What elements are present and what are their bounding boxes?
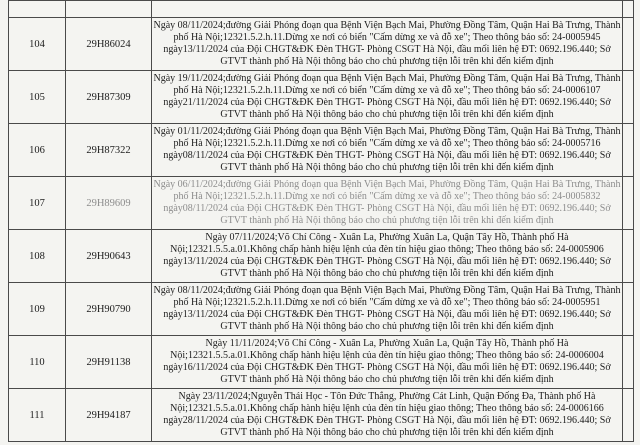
- table-row: [9, 230, 634, 283]
- violation-detail: Ngày 07/11/2024;Võ Chí Công - Xuân La, Phường Xuân La, Quận Tây Hồ, Thành phố Hà Nội;12321.5.5.a.01.Không chấp hành hiệu lệnh của đèn tín hiệu giao thông; Theo thông báo số: 24-0005906 ngày13/11/2024 của Đội CHGT&ĐK Đèn THGT- Phòng CSGT Hà Nội, đầu mối liên hệ ĐT: 0692.196.440; Sở GTVT thành phố Hà Nội thông báo cho chủ phương tiện lỗi trên khi đến kiểm định: [152, 230, 623, 283]
- license-plate: 29H90643: [66, 230, 152, 283]
- table-cell: [623, 283, 634, 336]
- table-cell: [623, 230, 634, 283]
- violation-detail: Ngày 19/11/2024;đường Giải Phóng đoạn qua Bệnh Viện Bạch Mai, Phường Đồng Tâm, Quận Hai Bà Trưng, Thành phố Hà Nội;12321.5.2.h.11.Dừng xe nơi có biển "Cấm dừng xe và đỗ xe"; Theo thông báo số: 24-0006107 ngày21/11/2024 của Đội CHGT&ĐK Đèn THGT- Phòng CSGT Hà Nội, đầu mối liên hệ ĐT: 0692.196.440; Sở GTVT thành phố Hà Nội thông báo cho chủ phương tiện lỗi trên khi đến kiểm định: [152, 71, 623, 124]
- row-number: 109: [9, 283, 66, 336]
- table-cell: [9, 1, 66, 18]
- table-cell: [66, 1, 152, 18]
- table-row: [9, 124, 634, 177]
- license-plate: 29H87309: [66, 71, 152, 124]
- table-cell: [623, 1, 634, 18]
- license-plate: 29H90790: [66, 283, 152, 336]
- row-number: 105: [9, 71, 66, 124]
- license-plate: 29H91138: [66, 336, 152, 389]
- table-row: [9, 389, 634, 442]
- table-cell: [623, 389, 634, 442]
- violation-detail: Ngày 08/11/2024;đường Giải Phóng đoạn qua Bệnh Viện Bạch Mai, Phường Đồng Tâm, Quận Hai Bà Trưng, Thành phố Hà Nội;12321.5.2.h.11.Dừng xe nơi có biển "Cấm dừng xe và đỗ xe"; Theo thông báo số: 24-0005951 ngày13/11/2024 của Đội CHGT&ĐK Đèn THGT- Phòng CSGT Hà Nội, đầu mối liên hệ ĐT: 0692.196.440; Sở GTVT thành phố Hà Nội thông báo cho chủ phương tiện lỗi trên khi đến kiểm định: [152, 283, 623, 336]
- table-cell: [623, 336, 634, 389]
- row-number: 106: [9, 124, 66, 177]
- violation-detail: Ngày 23/11/2024;Nguyễn Thái Học - Tôn Đức Thắng, Phường Cát Linh, Quận Đống Đa, Thành phố Hà Nội;12321.5.5.a.01.Không chấp hành hiệu lệnh của đèn tín hiệu giao thông; Theo thông báo số: 24-0006166 ngày28/11/2024 của Đội CHGT&ĐK Đèn THGT- Phòng CSGT Hà Nội, đầu mối liên hệ ĐT: 0692.196.440; Sở GTVT thành phố Hà Nội thông báo cho chủ phương tiện lỗi trên khi đến kiểm định: [152, 389, 623, 442]
- violation-detail: Ngày 01/11/2024;đường Giải Phóng đoạn qua Bệnh Viện Bạch Mai, Phường Đồng Tâm, Quận Hai Bà Trưng, Thành phố Hà Nội;12321.5.2.h.11.Dừng xe nơi có biển "Cấm dừng xe và đỗ xe"; Theo thông báo số: 24-0005716 ngày08/11/2024 của Đội CHGT&ĐK Đèn THGT- Phòng CSGT Hà Nội, đầu mối liên hệ ĐT: 0692.196.440; Sở GTVT thành phố Hà Nội thông báo cho chủ phương tiện lỗi trên khi đến kiểm định: [152, 124, 623, 177]
- license-plate: 29H89609: [66, 177, 152, 230]
- license-plate: 29H87322: [66, 124, 152, 177]
- table-row: [9, 283, 634, 336]
- violation-detail: Ngày 11/11/2024;Võ Chí Công - Xuân La, Phường Xuân La, Quận Tây Hồ, Thành phố Hà Nội;12321.5.5.a.01.Không chấp hành hiệu lệnh của đèn tín hiệu giao thông; Theo thông báo số: 24-0006004 ngày16/11/2024 của Đội CHGT&ĐK Đèn THGT- Phòng CSGT Hà Nội, đầu mối liên hệ ĐT: 0692.196.440; Sở GTVT thành phố Hà Nội thông báo cho chủ phương tiện lỗi trên khi đến kiểm định: [152, 336, 623, 389]
- table-row: [9, 336, 634, 389]
- table-cell: [623, 18, 634, 71]
- table-row: [9, 71, 634, 124]
- row-number: 108: [9, 230, 66, 283]
- violation-detail: Ngày 08/11/2024;đường Giải Phóng đoạn qua Bệnh Viện Bạch Mai, Phường Đồng Tâm, Quận Hai Bà Trưng, Thành phố Hà Nội;12321.5.2.h.11.Dừng xe nơi có biển "Cấm dừng xe và đỗ xe"; Theo thông báo số: 24-0005945 ngày13/11/2024 của Đội CHGT&ĐK Đèn THGT- Phòng CSGT Hà Nội, đầu mối liên hệ ĐT: 0692.196.440; Sở GTVT thành phố Hà Nội thông báo cho chủ phương tiện lỗi trên khi đến kiểm định: [152, 18, 623, 71]
- row-number: 110: [9, 336, 66, 389]
- table-cell: [623, 71, 634, 124]
- table-cell: [623, 177, 634, 230]
- license-plate: 29H86024: [66, 18, 152, 71]
- table-cell: [623, 124, 634, 177]
- violations-table: [8, 0, 634, 442]
- table-cell: [152, 1, 623, 18]
- row-number: 107: [9, 177, 66, 230]
- violation-detail: Ngày 06/11/2024;đường Giải Phóng đoạn qua Bệnh Viện Bạch Mai, Phường Đồng Tâm, Quận Hai Bà Trưng, Thành phố Hà Nội;12321.5.2.h.11.Dừng xe nơi có biển "Cấm dừng xe và đỗ xe"; Theo thông báo số: 24-0005832 ngày08/11/2024 của Đội CHGT&ĐK Đèn THGT- Phòng CSGT Hà Nội, đầu mối liên hệ ĐT: 0692.196.440; Sở GTVT thành phố Hà Nội thông báo cho chủ phương tiện lỗi trên khi đến kiểm định: [152, 177, 623, 230]
- row-number: 111: [9, 389, 66, 442]
- license-plate: 29H94187: [66, 389, 152, 442]
- table-row: [9, 18, 634, 71]
- table-row-top-edge: [9, 1, 634, 18]
- table-row: [9, 177, 634, 230]
- row-number: 104: [9, 18, 66, 71]
